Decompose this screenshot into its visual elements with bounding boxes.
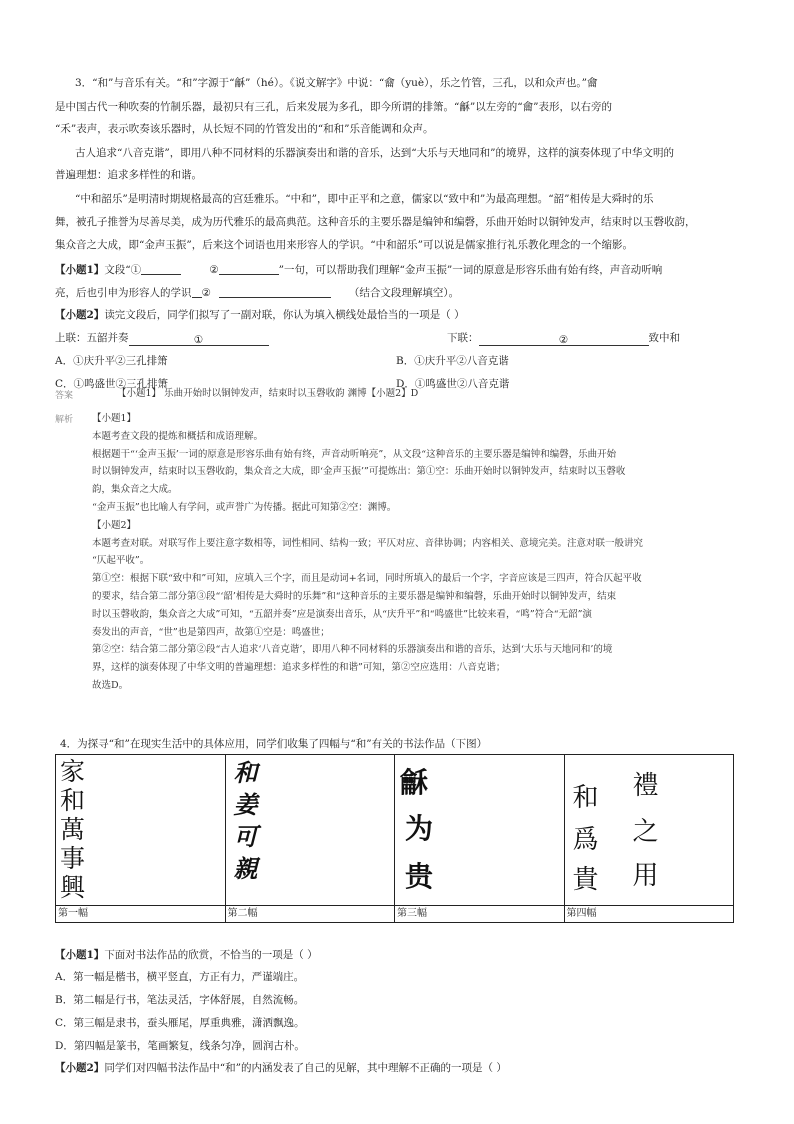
explanation-line: 【小题2】 — [92, 519, 137, 531]
explanation-line: 第②空：结合第二部分第②段“古人追求‘八音克谐’，即用八种不同材料的乐器演奏出和谐的音乐，达到‘大乐与天地同和’的境 — [92, 644, 613, 656]
q3-subquestion-2: 【小题2】读完文段后，同学们拟写了一副对联，你认为填入横线处最恰当的一项是（ ） — [55, 309, 465, 321]
q3-subquestion-1: 【小题1】文段“① ② ”一句，可以帮助我们理解“金声玉振”一词的原意是形容乐曲有始有终，声音动听响 — [55, 264, 663, 276]
explanation-line: 第①空：根据下联“致中和”可知，应填入三个字，而且是动词+名词，同时所填入的最后一个字，字音应该是三四声，符合仄起平收 — [92, 573, 642, 585]
q4-subquestion-1: 【小题1】下面对书法作品的欣赏，不恰当的一项是（ ） — [55, 949, 318, 961]
option-a[interactable]: A．①庆升平②三孔排箫 — [55, 355, 168, 367]
calligraphy-work-4: 禮 之 用 和 爲 貴 第四幅 — [564, 755, 734, 923]
calligraphy-chars-1: 家 和 萬 事 興 — [60, 757, 86, 902]
q3-paragraph-2: 古人追求“八音克谐”，即用八种不同材料的乐器演奏出和谐的音乐，达到“大乐与天地同和”的境界，这样的演奏体现了中华文明的 — [75, 147, 674, 159]
calligraphy-chars-2: 和 姜 可 親 — [233, 758, 258, 883]
subquestion-tag: 【小题1】 — [55, 264, 105, 276]
explanation-line: 奏发出的声音，“世”也是第四声，故第①空是：鸣盛世； — [92, 626, 330, 638]
q3-paragraph-2-end: 普遍理想：追求多样性的和谐。 — [55, 169, 202, 181]
calligraphy-table — [55, 754, 734, 923]
explanation-line: “仄起平收”。 — [92, 555, 150, 567]
answer-label: 答案 — [55, 391, 74, 401]
option-b[interactable]: B．①庆升平②八音克谐 — [396, 355, 509, 367]
calligraphy-caption: 第四幅 — [565, 905, 734, 922]
answer-text: 【小题1】 乐曲开始时以铜钟发声，结束时以玉磬收韵 渊博【小题2】D — [117, 388, 419, 399]
q3-options-row-1 — [55, 354, 745, 368]
calligraphy-caption: 第三幅 — [395, 905, 564, 922]
q3-paragraph-3-cont: 舞，被孔子推誉为尽善尽美，成为历代雅乐的最高典范。这种音乐的主要乐器是编钟和编磬，乐曲开始时以铜钟发声，结束时以玉磬收韵， — [55, 216, 696, 228]
q3-paragraph-3-end: 集众音之大成，即“金声玉振”，后来这个词语也用来形容人的学识。“中和韶乐”可以说是儒家推行礼乐教化理念的一个缩影。 — [55, 239, 633, 251]
couplet-line: 上联：五韶并奏 ① 下联： ② 致中和 — [55, 332, 680, 346]
calligraphy-work-1 — [56, 755, 226, 923]
q3-paragraph-1: 3．“和”与音乐有关。“和”字源于“龢”（hé）。《说文解字》中说：“龠（yuè），乐之竹管，三孔，以和众声也。”龠 — [75, 77, 598, 89]
explanation-line: 时以玉磬收韵，集众音之大成”可知，“五韶并奏”应是演奏出音乐，从“庆升平”和“鸣盛世”比较来看，“鸣”符合“无韶”演 — [92, 608, 592, 620]
q4-option-a[interactable]: A．第一幅是楷书，横平竖直，方正有力，严谨端庄。 — [55, 971, 305, 983]
calligraphy-caption: 第一幅 — [56, 905, 225, 922]
explanation-line: 本题考查文段的提炼和概括和成语理解。 — [92, 430, 264, 442]
q3-paragraph-1-end: “禾”表声，表示吹奏该乐器时，从长短不同的竹管发出的“和和”乐音能调和众声。 — [55, 123, 434, 135]
blank-4[interactable] — [219, 285, 331, 298]
explanation-line: 界，这样的演奏体现了中华文明的普遍理想：追求多样性的和谐”可知，第②空应选用：八音克谐； — [92, 662, 506, 674]
option-d[interactable]: D．①鸣盛世②八音克谐 — [396, 378, 510, 390]
calligraphy-work-3: 龢 为 贵 第三幅 — [395, 755, 565, 923]
blank-1[interactable] — [141, 262, 181, 275]
explanation-line: 的要求，结合第二部分第③段“‘韶’相传是大舜时的乐舞”和“这种音乐的主要乐器是编钟和编磬，乐曲开始时以铜钟发声，结束 — [92, 591, 617, 602]
option-c[interactable]: C．①鸣盛世②三孔排箫 — [55, 378, 169, 390]
q3-paragraph-3: “中和韶乐”是明清时期规格最高的宫廷雅乐。“中和”，即中正平和之意，儒家以“致中和”为最高理想。“韶”相传是大舜时的乐 — [75, 193, 654, 205]
explanation-line: 时以铜钟发声，结束时以玉磬收韵，集众音之大成，即‘金声玉振’”可提炼出：第①空：乐曲开始时以铜钟发声，结束时以玉磬收 — [92, 466, 626, 478]
blank-2[interactable] — [219, 262, 279, 275]
q3-subquestion-1-cont: 亮，后也引申为形容人的学识 ② （结合文段理解填空）。 — [55, 287, 460, 299]
explanation-line: 故选D。 — [92, 680, 129, 691]
q4-option-c[interactable]: C．第三幅是隶书，蚕头雁尾，厚重典雅，潇洒飘逸。 — [55, 1017, 305, 1029]
explanation-line: 【小题1】 — [92, 413, 137, 424]
calligraphy-caption: 第二幅 — [226, 905, 395, 922]
q3-paragraph-1-cont: 是中国古代一种吹奏的竹制乐器，最初只有三孔，后来发展为多孔，即今所谓的排箫。“龢”以左旁的“龠”表形，以右旁的 — [55, 101, 612, 113]
explanation-line: 本题考查对联。对联写作上要注意字数相等，词性相同、结构一致；平仄对应、音律协调；内容相关、意境完美。注意对联一般讲究 — [92, 537, 644, 549]
q4-option-d[interactable]: D．第四幅是篆书，笔画繁复，线条匀净，圆润古朴。 — [55, 1040, 305, 1052]
explanation-label: 解析 — [55, 415, 74, 425]
couplet-blank-1[interactable]: ① — [129, 333, 269, 346]
q4-option-b[interactable]: B．第二幅是行书，笔法灵活，字体舒展，自然流畅。 — [55, 994, 305, 1006]
couplet-blank-2[interactable]: ② — [479, 333, 649, 346]
explanation-line: 根据题干“‘金声玉振’一词的原意是形容乐曲有始有终，声音动听响亮”，从文段“这种音乐的主要乐器是编钟和编磬，乐曲开始 — [92, 448, 617, 460]
q4-subquestion-2: 【小题2】同学们对四幅书法作品中“和”的内涵发表了自己的见解，其中理解不正确的一项是（ ） — [55, 1062, 507, 1074]
blank-3[interactable] — [192, 285, 202, 298]
explanation-line: 韵，集众音之大成。 — [92, 484, 178, 496]
q4-intro: 4．为探寻“和”在现实生活中的具体应用，同学们收集了四幅与“和”有关的书法作品（下图） — [60, 738, 488, 750]
explanation-line: “金声玉振”也比喻人有学问，或声誉广为传播。据此可知第②空：渊博。 — [92, 502, 397, 513]
subquestion-tag: 【小题2】 — [55, 309, 105, 321]
calligraphy-work-2 — [225, 755, 395, 923]
